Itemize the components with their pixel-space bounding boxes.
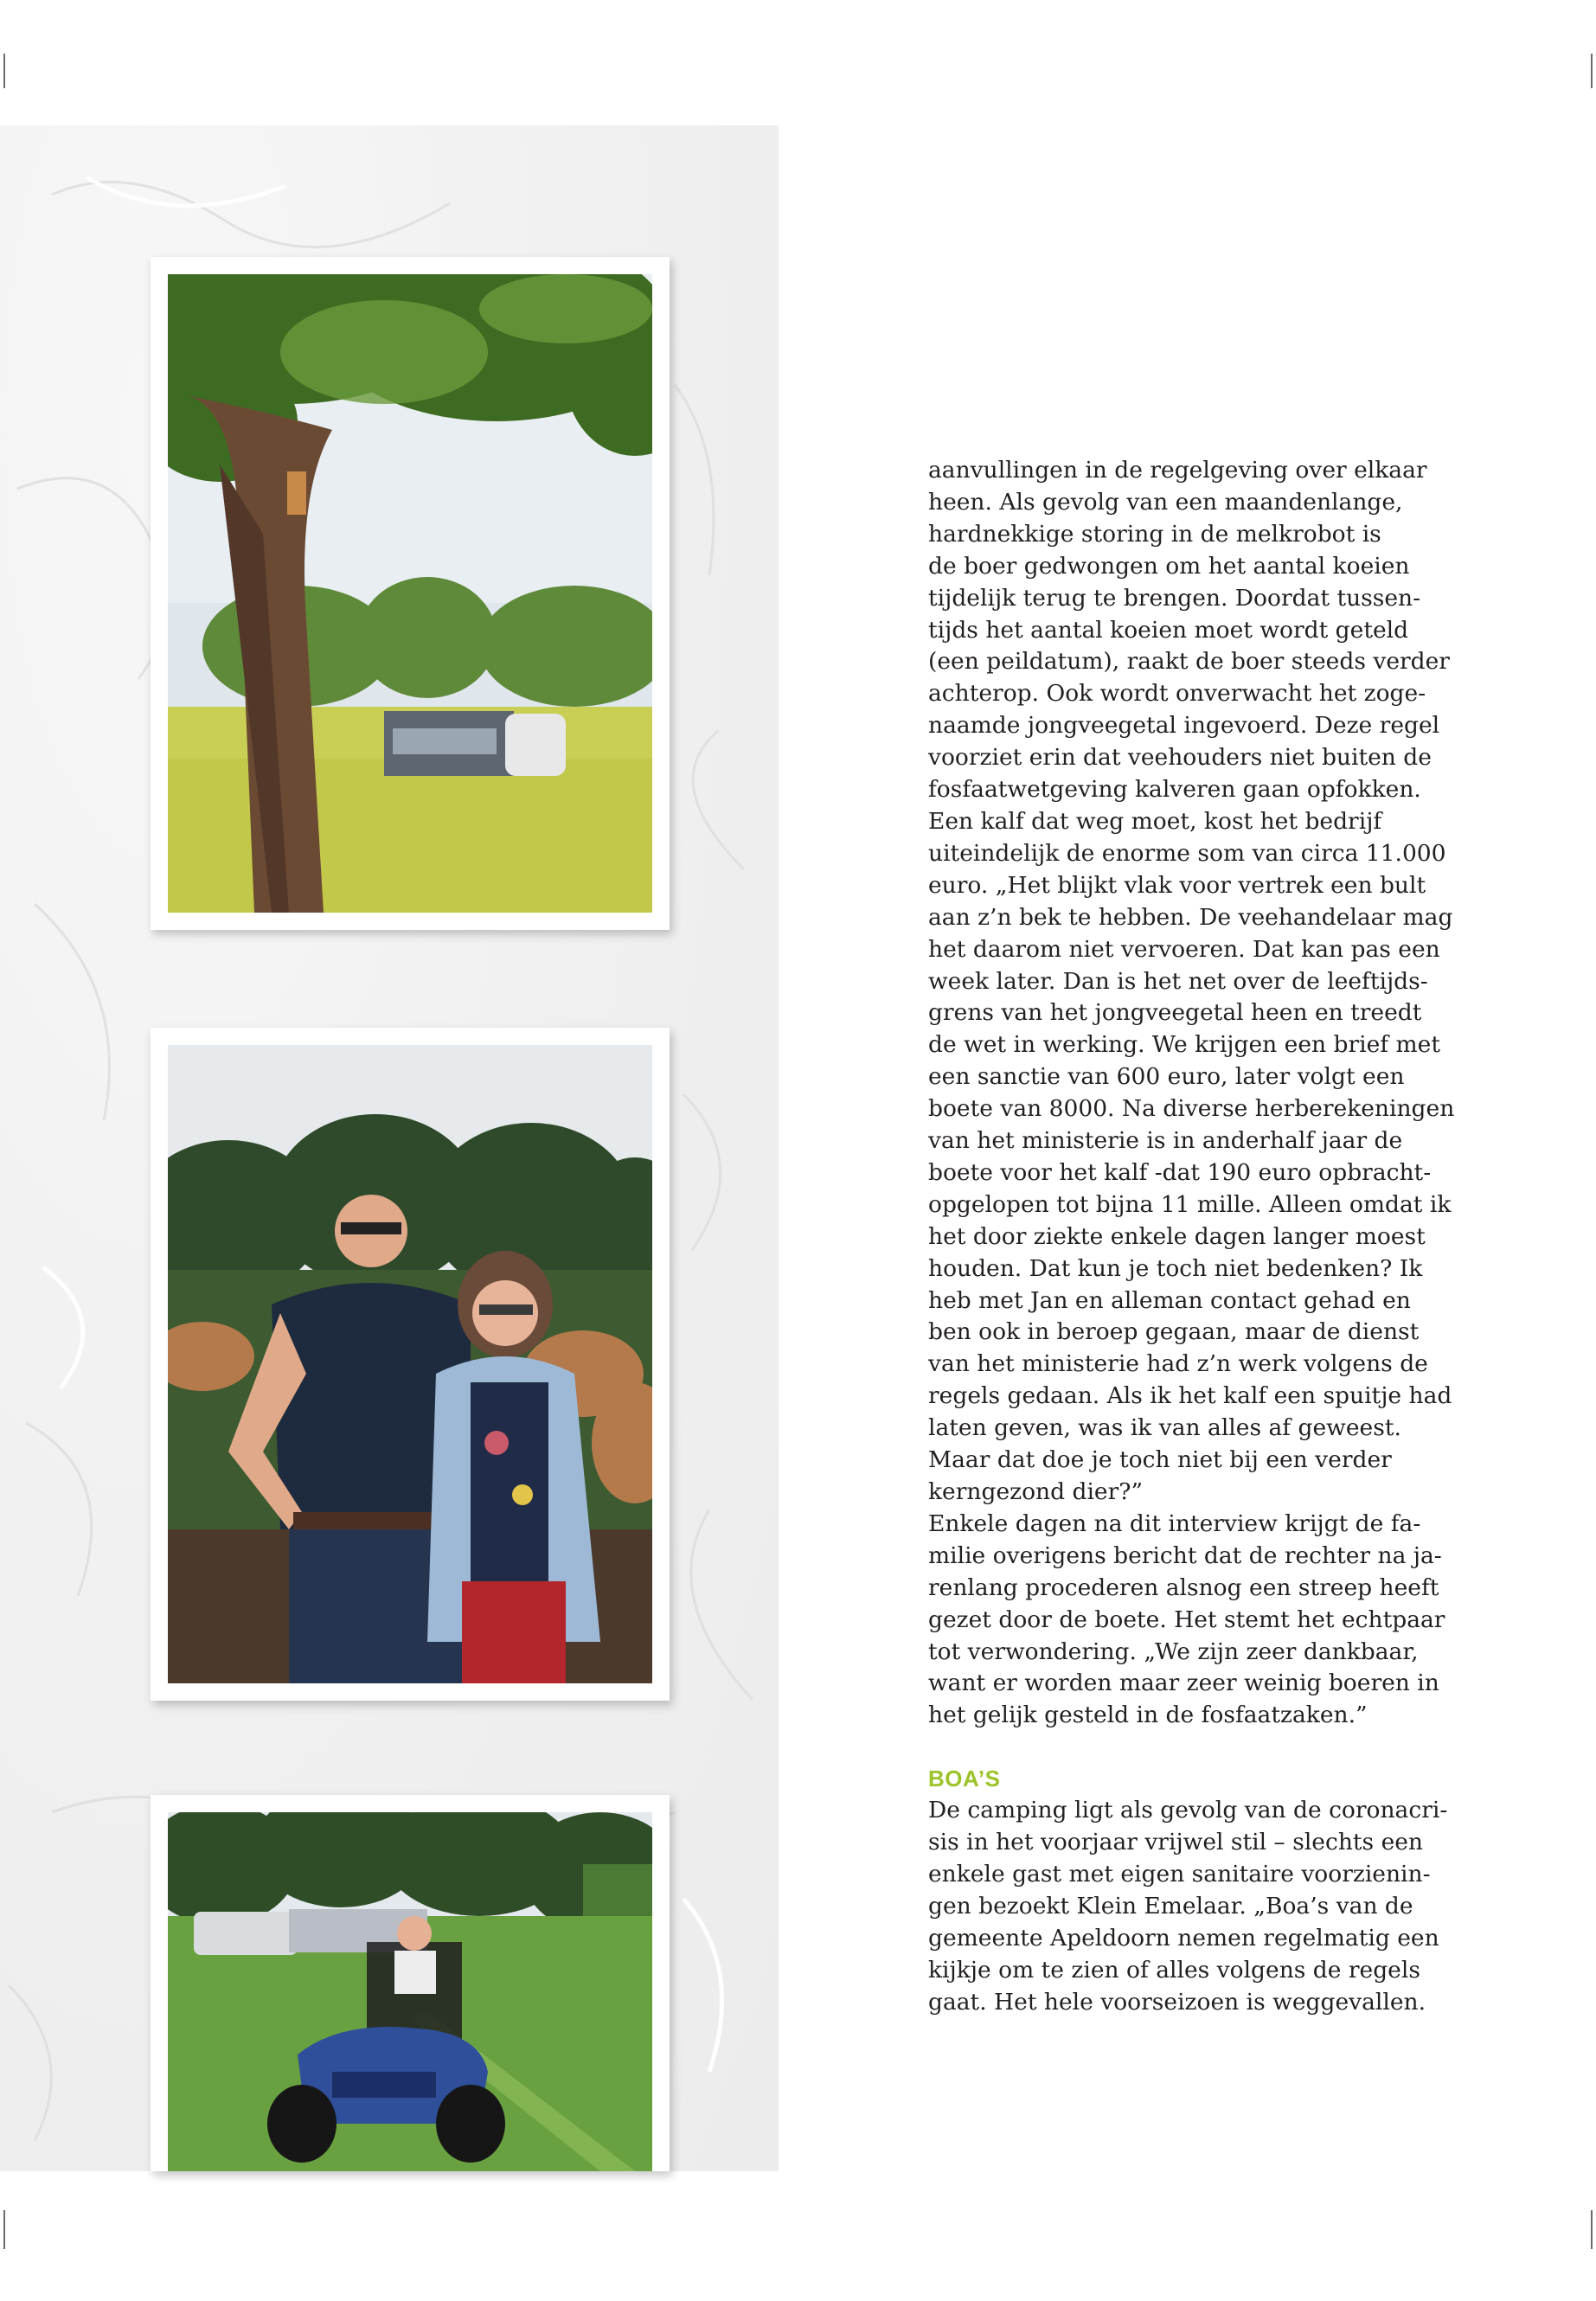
article-line: kerngezond dier?” — [928, 1478, 1144, 1505]
article-line: regels gedaan. Als ik het kalf een spuitje had — [928, 1382, 1452, 1410]
article-line: de wet in werking. We krijgen een brief met — [928, 1031, 1440, 1059]
article-line: achterop. Ook wordt onverwacht het zoge- — [928, 680, 1426, 708]
article-line: van het ministerie is in anderhalf jaar de — [928, 1127, 1403, 1155]
photo-tree-caravan — [168, 274, 652, 913]
article-line: want er worden maar zeer weinig boeren in — [928, 1670, 1439, 1697]
article-line: De camping ligt als gevolg van de coronacri- — [928, 1797, 1448, 1824]
article-line: het door ziekte enkele dagen langer moest — [928, 1222, 1426, 1250]
photo-couple-with-cows — [168, 1045, 652, 1683]
article-line: boete voor het kalf -dat 190 euro opbracht- — [928, 1158, 1432, 1186]
article-line: heb met Jan en alleman contact gehad en — [928, 1286, 1411, 1314]
article-line: euro. „Het blijkt vlak voor vertrek een bult — [928, 871, 1426, 899]
article-line: laten geven, was ik van alles af geweest. — [928, 1414, 1401, 1442]
article-line: boete van 8000. Na diverse herberekeningen — [928, 1095, 1455, 1123]
article-line: Enkele dagen na dit interview krijgt de fa- — [928, 1509, 1421, 1537]
photo-frame-couple — [151, 1028, 670, 1701]
article-line: aan z’n bek te hebben. De veehandelaar mag — [928, 903, 1453, 931]
article-line: uiteindelijk de enorme som van circa 11.000 — [928, 839, 1446, 867]
article-body-part2 — [928, 1795, 1456, 2018]
article-line: aanvullingen in de regelgeving over elkaar — [928, 457, 1427, 484]
article-line: tijds het aantal koeien moet wordt geteld — [928, 616, 1409, 644]
article-line: Een kalf dat weg moet, kost het bedrijf — [928, 807, 1382, 835]
article-line: enkele gast met eigen sanitaire voorzienin- — [928, 1860, 1431, 1888]
article-line: renlang procederen alsnog een streep heeft — [928, 1574, 1439, 1601]
article-line: een sanctie van 600 euro, later volgt een — [928, 1063, 1405, 1091]
photo-frame-tree-caravan — [151, 257, 670, 930]
article-line: gen bezoekt Klein Emelaar. „Boa’s van de — [928, 1892, 1413, 1920]
article-line: grens van het jongveegetal heen en treedt — [928, 999, 1422, 1027]
photo-frame-mower — [151, 1795, 670, 2171]
article-line: tijdelijk terug te brengen. Doordat tussen- — [928, 584, 1421, 612]
article-line: van het ministerie had z’n werk volgens de — [928, 1350, 1428, 1378]
crop-mark-top-right — [1591, 54, 1593, 88]
article-line: het gelijk gesteld in de fosfaatzaken.” — [928, 1702, 1368, 1729]
article-line: fosfaatwetgeving kalveren gaan opfokken. — [928, 776, 1421, 804]
article-line: het daarom niet vervoeren. Dat kan pas een — [928, 935, 1440, 963]
article-column — [928, 455, 1456, 2019]
article-body-part1 — [928, 455, 1456, 1732]
photo-boy-on-mower — [168, 1812, 652, 2171]
article-line: week later. Dan is het net over de leeftijds- — [928, 967, 1428, 995]
article-line: gaat. Het hele voorseizoen is weggevallen. — [928, 1988, 1426, 2016]
article-line: heen. Als gevolg van een maandenlange, — [928, 488, 1403, 516]
crop-mark-bottom-right — [1591, 2210, 1593, 2249]
article-line: sis in het voorjaar vrijwel stil – slechts een — [928, 1829, 1424, 1856]
article-line: (een peildatum), raakt de boer steeds verder — [928, 648, 1450, 676]
article-line: gezet door de boete. Het stemt het echtpaar — [928, 1606, 1445, 1633]
article-line: naamde jongveegetal ingevoerd. Deze regel — [928, 712, 1440, 740]
article-line: de boer gedwongen om het aantal koeien — [928, 552, 1410, 580]
article-line: ben ook in beroep gegaan, maar de dienst — [928, 1318, 1420, 1346]
section-heading-boas: BOA’S — [928, 1766, 1001, 1792]
article-line: houden. Dat kun je toch niet bedenken? Ik — [928, 1254, 1423, 1282]
crop-mark-top-left — [3, 54, 5, 88]
article-line: milie overigens bericht dat de rechter na ja- — [928, 1541, 1442, 1569]
article-line: voorziet erin dat veehouders niet buiten de — [928, 744, 1432, 772]
article-line: gemeente Apeldoorn nemen regelmatig een — [928, 1924, 1439, 1952]
article-line: hardnekkige storing in de melkrobot is — [928, 520, 1381, 548]
article-line: Maar dat doe je toch niet bij een verder — [928, 1446, 1392, 1474]
article-line: tot verwondering. „We zijn zeer dankbaar, — [928, 1638, 1419, 1665]
crop-mark-bottom-left — [3, 2210, 5, 2249]
article-line: kijkje om te zien of alles volgens de regels — [928, 1956, 1420, 1984]
article-line: opgelopen tot bijna 11 mille. Alleen omdat ik — [928, 1190, 1452, 1218]
